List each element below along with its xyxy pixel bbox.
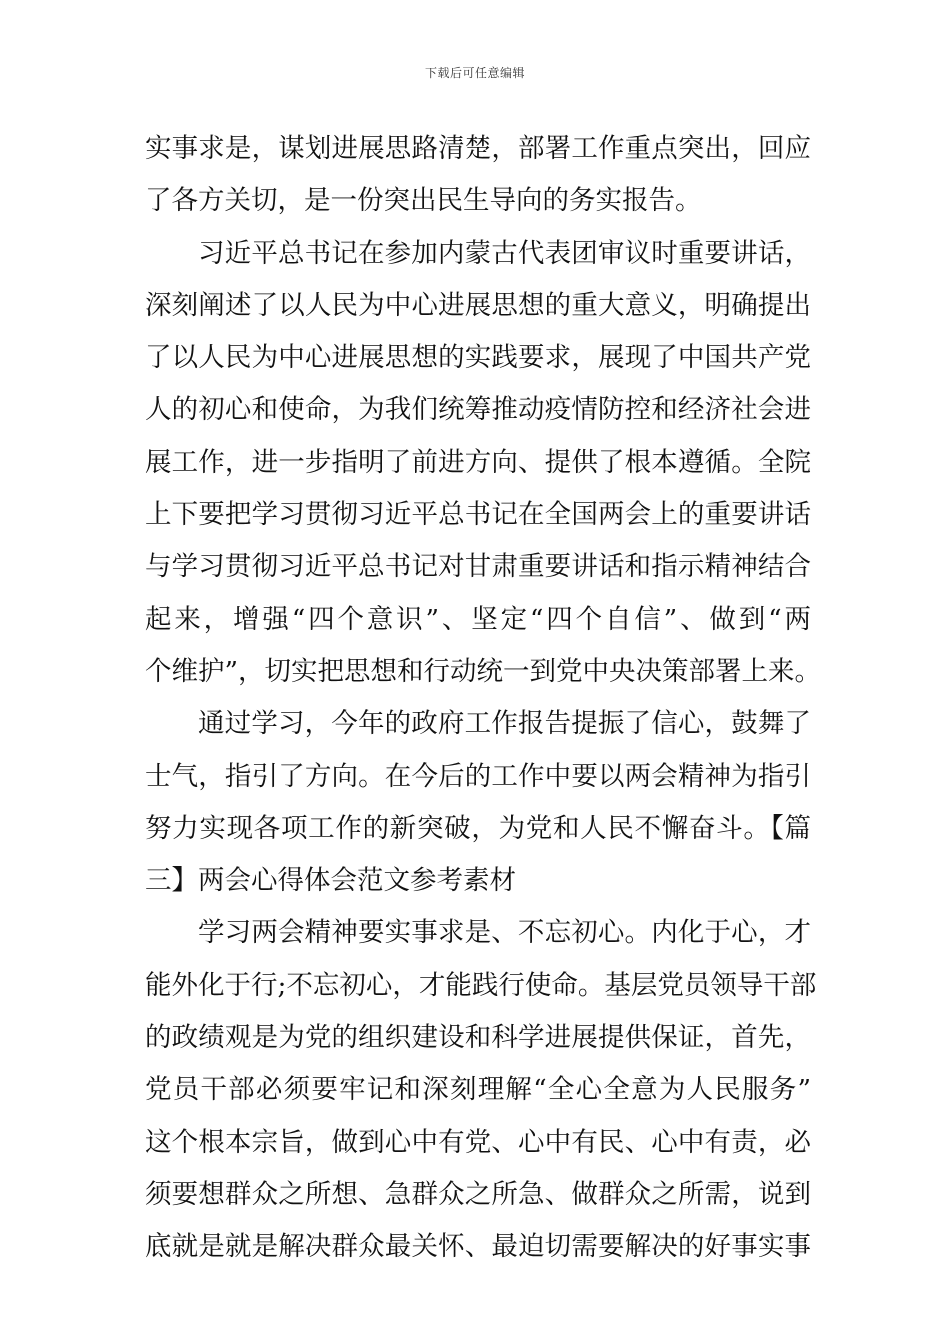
- text-line: 深刻阐述了以人民为中心进展思想的重大意义，明确提出: [145, 289, 811, 321]
- text-line: 上下要把学习贯彻习近平总书记在全国两会上的重要讲话: [145, 499, 811, 531]
- text-line: 的政绩观是为党的组织建设和科学进展提供保证，首先，: [145, 1022, 811, 1054]
- text-line: 展工作，进一步指明了前进方向、提供了根本遵循。全院: [145, 446, 811, 478]
- text-line: 了各方关切，是一份突出民生导向的务实报告。: [145, 185, 702, 217]
- page-header: 下载后可任意编辑: [424, 66, 525, 80]
- text-line: 努力实现各项工作的新突破，为党和人民不懈奋斗。【篇: [145, 812, 811, 844]
- text-line: 通过学习，今年的政府工作报告提振了信心，鼓舞了: [198, 708, 811, 740]
- text-line: 能外化于行;不忘初心，才能践行使命。基层党员领导干部: [145, 969, 817, 1001]
- text-line: 实事求是，谋划进展思路清楚，部署工作重点突出，回应: [145, 133, 811, 164]
- text-line: 这个根本宗旨，做到心中有党、心中有民、心中有责，必: [145, 1126, 811, 1158]
- text-line: 了以人民为中心进展思想的实践要求，展现了中国共产党: [145, 342, 811, 374]
- text-line: 士气，指引了方向。在今后的工作中要以两会精神为指引: [145, 760, 811, 792]
- text-line: 人的初心和使命，为我们统筹推动疫情防控和经济社会进: [145, 394, 811, 426]
- text-line: 起来，增强“四个意识”、坚定“四个自信”、做到“两: [145, 603, 811, 635]
- text-line: 底就是就是解决群众最关怀、最迫切需要解决的好事实事: [145, 1231, 811, 1263]
- text-line: 三】两会心得体会范文参考素材: [145, 865, 516, 897]
- text-line: 习近平总书记在参加内蒙古代表团审议时重要讲话，: [198, 237, 811, 269]
- text-line: 个维护”，切实把思想和行动统一到党中央决策部署上来。: [145, 655, 822, 687]
- body-text: [145, 123, 822, 1274]
- text-line: 须要想群众之所想、急群众之所急、做群众之所需，说到: [145, 1178, 811, 1210]
- text-line: 学习两会精神要实事求是、不忘初心。内化于心，才: [198, 917, 811, 949]
- text-line: 与学习贯彻习近平总书记对甘肃重要讲话和指示精神结合: [145, 551, 811, 583]
- text-line: 党员干部必须要牢记和深刻理解“全心全意为人民服务”: [145, 1074, 811, 1106]
